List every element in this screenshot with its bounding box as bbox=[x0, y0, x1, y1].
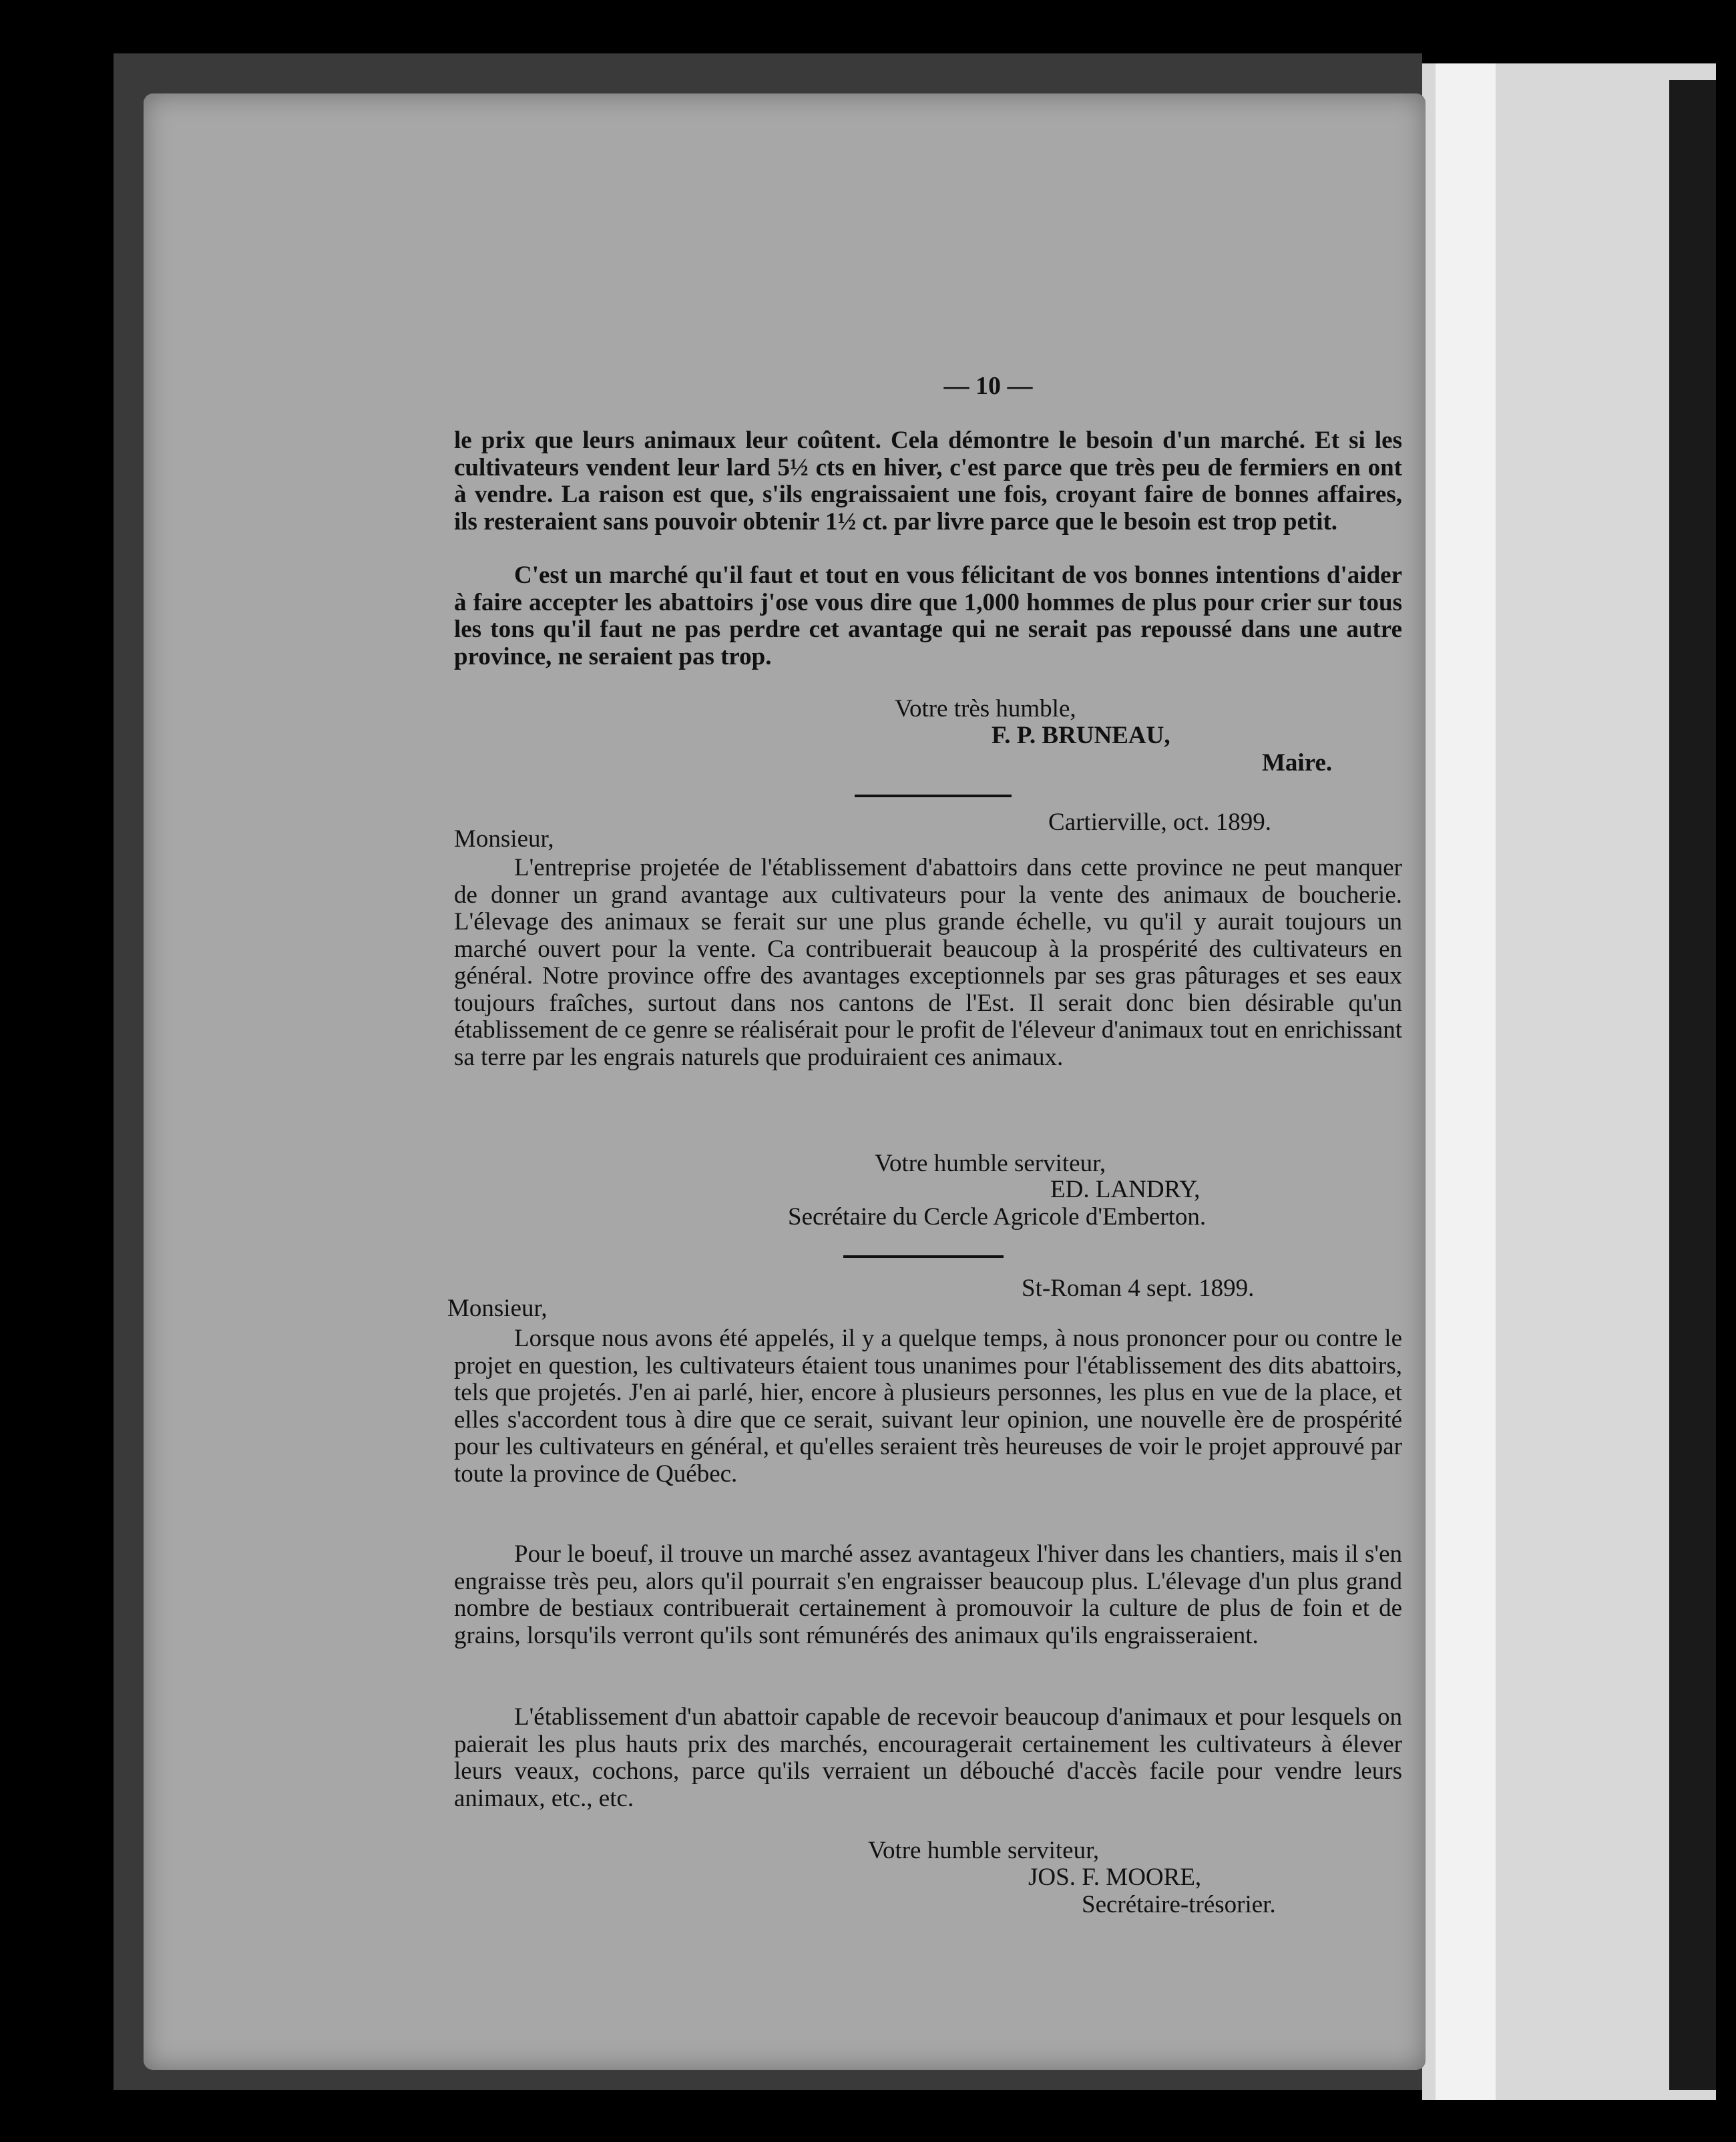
letter3-salutation: Monsieur, bbox=[447, 1295, 548, 1322]
letter3-paragraph-2: Pour le boeuf, il trouve un marché assez avantageux l'hiver dans les chantiers, mais il s'en engraisse très peu, alors qu'il pourrait s'en engraisser beaucoup plus. L'élevage d'un plus grand nombre de bestiaux contribuerait certainement à promouvoir la culture de plus de foin et de grains, lorsqu'ils verront qu'ils sont rémunérés des animaux qu'ils engraisseraient. bbox=[454, 1540, 1402, 1649]
letter1-signatory-name: F. P. BRUNEAU, bbox=[992, 722, 1170, 749]
letter2-signatory-name: ED. LANDRY, bbox=[1050, 1176, 1201, 1203]
page-number: — 10 — bbox=[943, 372, 1033, 400]
letter2-closing: Votre humble serviteur, bbox=[875, 1150, 1106, 1177]
letter2-paragraph-1: L'entreprise projetée de l'établissement d'abattoirs dans cette province ne peut manquer de donner un grand avantage aux cultivateurs pour la vente des animaux de boucherie. L'élevage des animaux se ferait sur une plus grande échelle, vu qu'il y aurait toujours un marché ouvert pour la vente. Ca contribuerait beaucoup à la prospérité des cultivateurs en général. Notre province offre des avantages exceptionnels par ses gras pâturages et ses eaux toujours fraîches, surtout dans nos cantons de l'Est. Il serait donc bien désirable qu'un établissement de ce genre se réalisérait pour le profit de l'éleveur d'animaux tout en enrichissant sa terre par les engrais naturels que produiraient ces animaux. bbox=[454, 854, 1402, 1071]
letter3-signatory-name: JOS. F. MOORE, bbox=[1028, 1864, 1202, 1891]
letter3-closing: Votre humble serviteur, bbox=[868, 1837, 1100, 1864]
section-divider-2 bbox=[843, 1255, 1004, 1258]
section-divider-1 bbox=[855, 795, 1012, 797]
scan-frame-right-edge bbox=[1669, 80, 1716, 2090]
letter1-paragraph-1: le prix que leurs animaux leur coûtent. Cela démontre le besoin d'un marché. Et si les cultivateurs vendent leur lard 5½ cts en hiver, c'est parce que très peu de fermiers en ont à vendre. La raison est que, s'ils engraissaient une fois, croyant faire de bonnes affaires, ils resteraient sans pouvoir obtenir 1½ ct. par livre parce que le besoin est trop petit. bbox=[454, 427, 1402, 536]
scan-frame-gutter bbox=[1436, 63, 1496, 2100]
letter3-paragraph-3: L'établissement d'un abattoir capable de recevoir beaucoup d'animaux et pour lesquels on paierait les plus hauts prix des marchés, encouragerait certainement les cultivateurs à élever leurs veaux, cochons, parce qu'ils verraient un débouché d'accès facile pour vendre leurs animaux, etc., etc. bbox=[454, 1703, 1402, 1812]
letter2-salutation: Monsieur, bbox=[454, 825, 554, 853]
letter3-signatory-title: Secrétaire-trésorier. bbox=[1082, 1891, 1276, 1918]
letter2-place-date: Cartierville, oct. 1899. bbox=[1048, 809, 1271, 836]
letter2-signatory-title: Secrétaire du Cercle Agricole d'Emberton. bbox=[788, 1203, 1207, 1231]
letter1-signatory-title: Maire. bbox=[1262, 749, 1333, 777]
letter1-closing: Votre très humble, bbox=[895, 695, 1076, 722]
letter3-place-date: St-Roman 4 sept. 1899. bbox=[1022, 1275, 1255, 1302]
document-page bbox=[144, 93, 1426, 2070]
letter3-paragraph-1: Lorsque nous avons été appelés, il y a quelque temps, à nous prononcer pour ou contre le projet en question, les cultivateurs étaient tous unanimes pour l'établissement des dits abattoirs, tels que projetés. J'en ai parlé, hier, encore à plusieurs personnes, les plus en vue de la place, et elles s'accordent tous à dire que ce serait, suivant leur opinion, une nouvelle ère de prospérité pour les cultivateurs en général, et qu'elles seraient très heureuses de voir le projet approuvé par toute la province de Québec. bbox=[454, 1325, 1402, 1488]
letter1-paragraph-2: C'est un marché qu'il faut et tout en vous félicitant de vos bonnes intentions d'aider à faire accepter les abattoirs j'ose vous dire que 1,000 hommes de plus pour crier sur tous les tons qu'il faut ne pas perdre cet avantage qui ne serait pas repoussé dans une autre province, ne seraient pas trop. bbox=[454, 562, 1402, 670]
